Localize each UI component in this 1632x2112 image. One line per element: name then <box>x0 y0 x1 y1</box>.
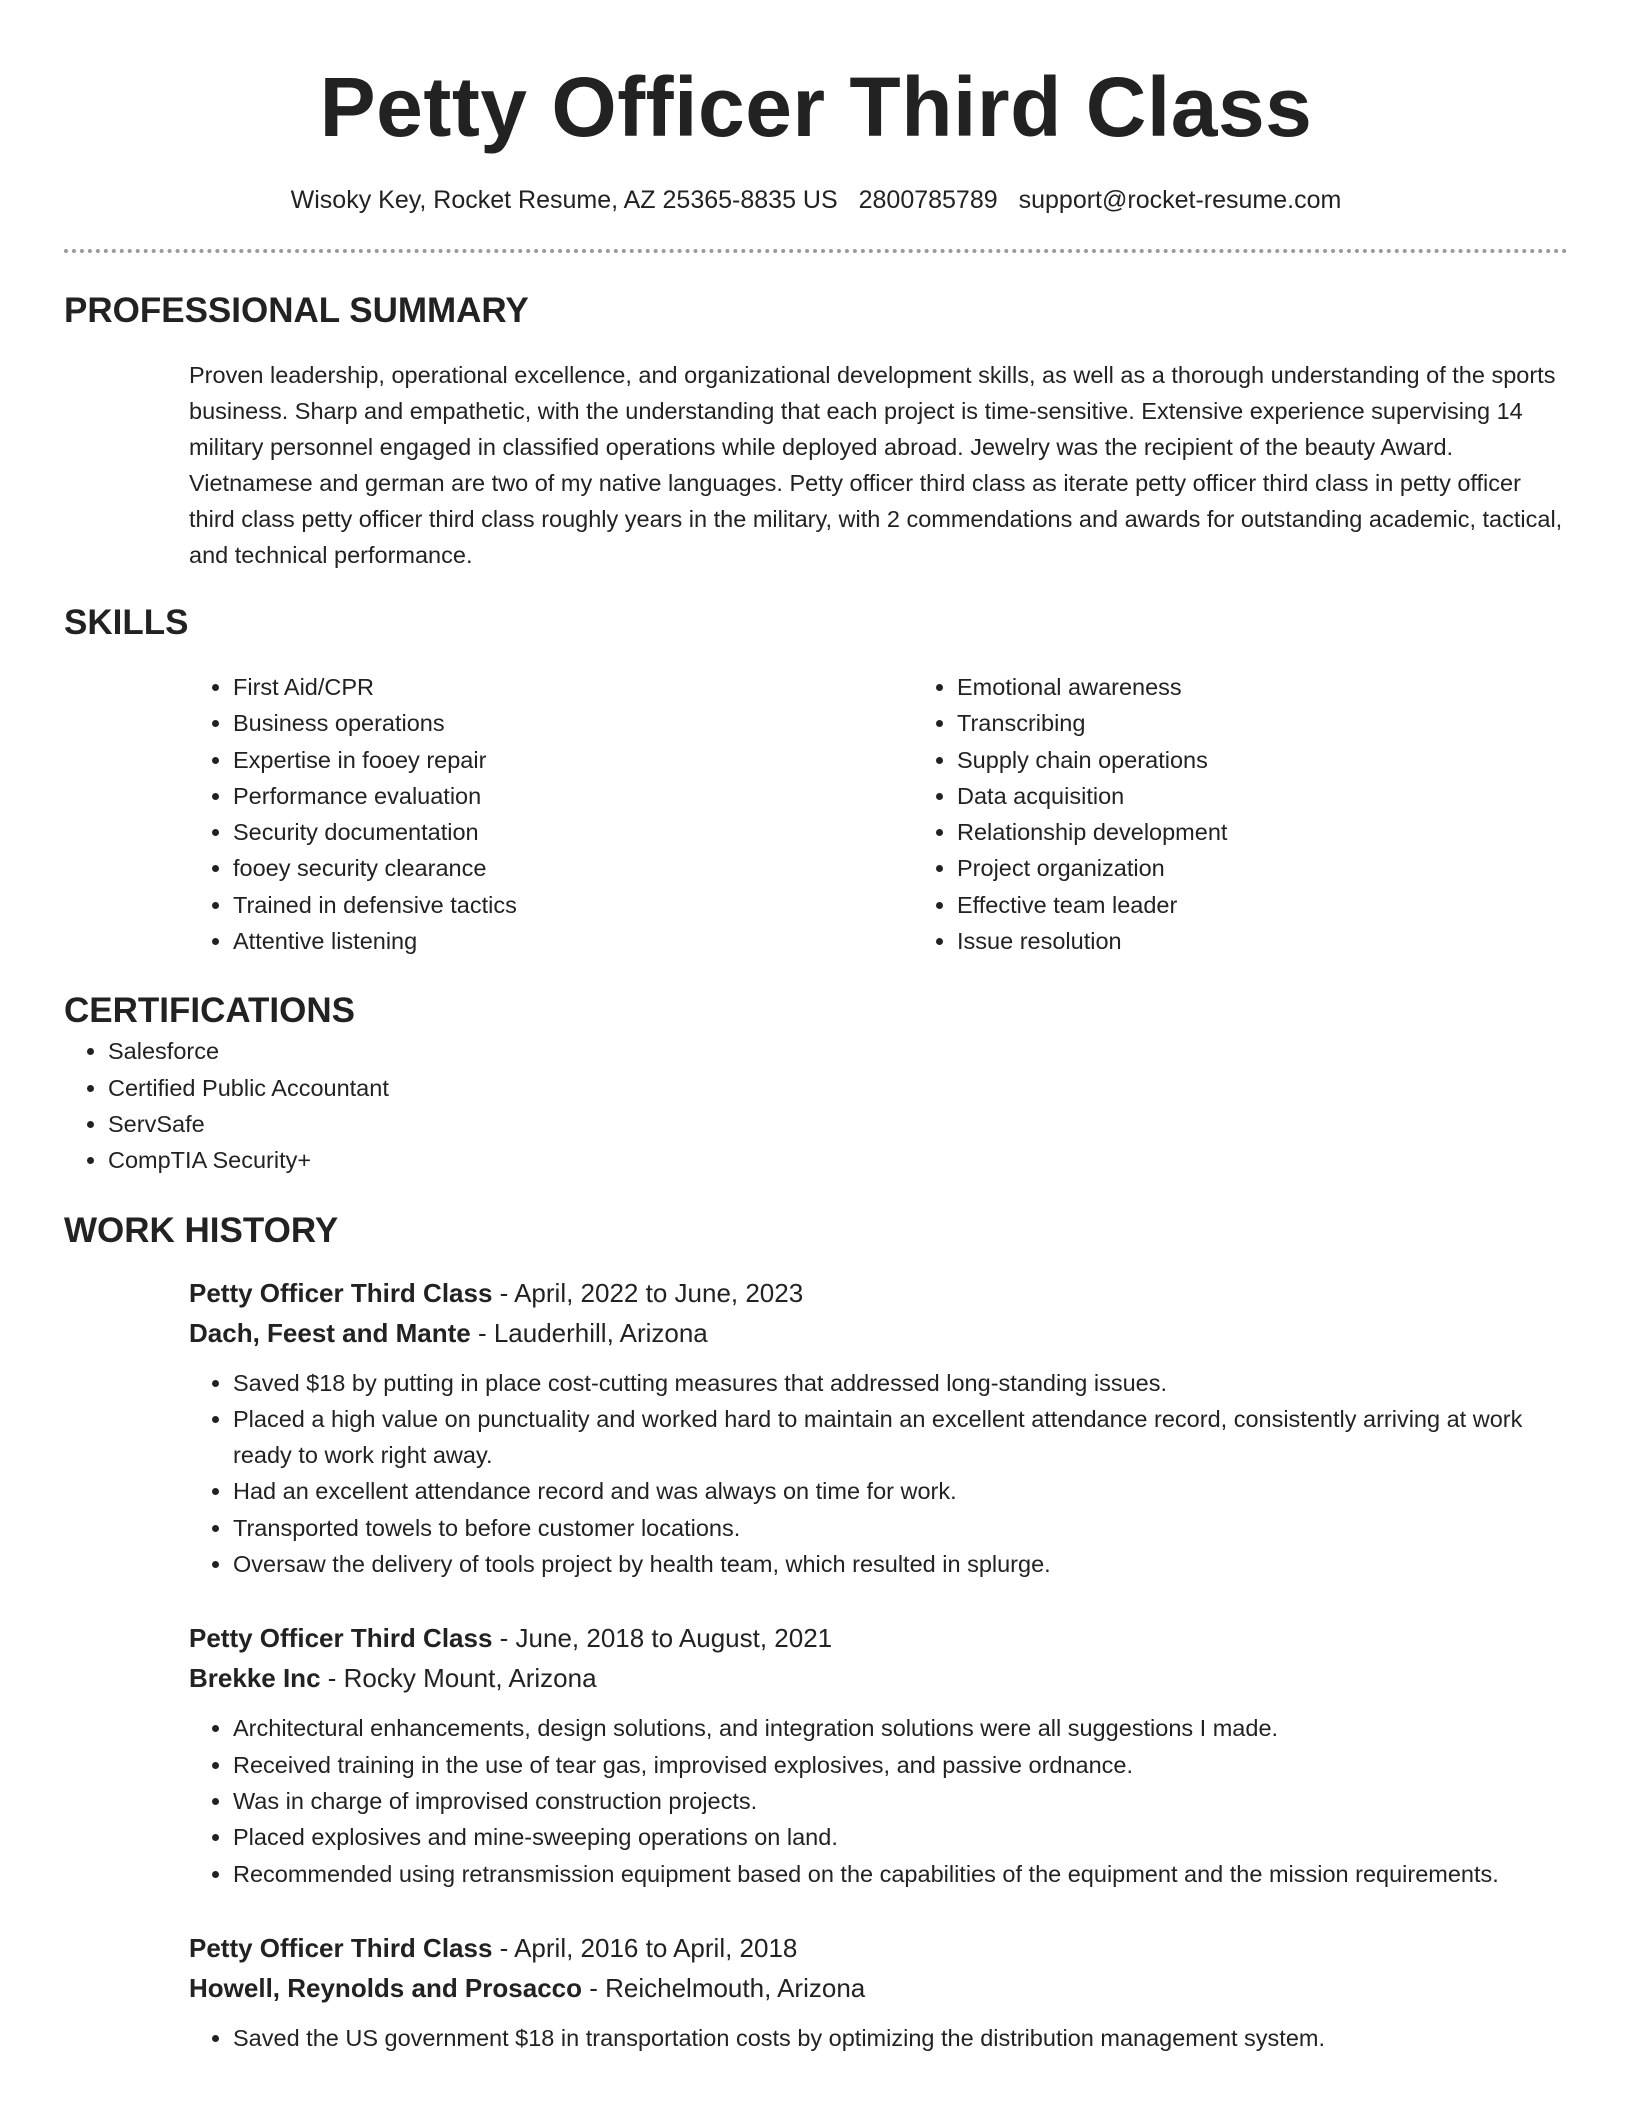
resume-header <box>0 0 1632 215</box>
skill-item: • Trained in defensive tactics <box>233 887 913 923</box>
job-entry <box>189 1273 1568 1583</box>
certifications-section <box>0 989 1632 1178</box>
certification-item: • ServSafe <box>108 1106 1568 1142</box>
job-bullet: • Transported towels to before customer locations. <box>233 1510 1568 1546</box>
job-company: Brekke Inc <box>189 1663 321 1694</box>
job-company: Howell, Reynolds and Prosacco <box>189 1972 582 2003</box>
skill-item: • fooey security clearance <box>233 850 913 886</box>
job-dates: - April, 2022 to June, 2023 <box>492 1277 804 1308</box>
contact-address: Wisoky Key, Rocket Resume, AZ 25365-8835 US <box>290 186 838 214</box>
job-title: Petty Officer Third Class <box>189 1277 493 1308</box>
job-company-line <box>189 1968 1568 2008</box>
contact-email: support@rocket-resume.com <box>1018 186 1342 214</box>
skill-item: • Effective team leader <box>957 887 1632 923</box>
job-bullet: • Was in charge of improvised construction projects. <box>233 1783 1568 1819</box>
job-bullet: • Recommended using retransmission equipment based on the capabilities of the equipment and the mission requirements. <box>233 1856 1568 1892</box>
job-bullet: • Architectural enhancements, design solutions, and integration solutions were all suggestions I made. <box>233 1710 1568 1746</box>
job-location: - Rocky Mount, Arizona <box>320 1663 597 1694</box>
contact-line <box>0 186 1632 215</box>
skill-item: • Expertise in fooey repair <box>233 742 913 778</box>
certifications-title: CERTIFICATIONS <box>64 991 356 1031</box>
job-bullet: • Saved $18 by putting in place cost-cutting measures that addressed long-standing issues. <box>233 1365 1568 1401</box>
skill-item: • Transcribing <box>957 705 1632 741</box>
contact-phone: 2800785789 <box>858 186 998 214</box>
job-entry <box>189 1928 1568 2056</box>
skill-item: • Relationship development <box>957 814 1632 850</box>
job-title-line <box>189 1928 1568 1968</box>
summary-section <box>0 289 1632 573</box>
job-entry <box>189 1618 1568 1891</box>
skill-item: • Business operations <box>233 705 913 741</box>
job-dates: - June, 2018 to August, 2021 <box>492 1623 833 1654</box>
job-title: Petty Officer Third Class <box>189 1932 493 1963</box>
skill-item: • Data acquisition <box>957 778 1632 814</box>
skills-title: SKILLS <box>64 603 189 642</box>
skills-list-right <box>913 669 1632 959</box>
candidate-name: Petty Officer Third Class <box>319 60 1313 154</box>
work-history-title: WORK HISTORY <box>64 1210 339 1250</box>
job-location: - Reichelmouth, Arizona <box>582 1972 866 2003</box>
job-bullets <box>189 1710 1568 1891</box>
job-dates: - April, 2016 to April, 2018 <box>492 1932 798 1963</box>
job-company-line <box>189 1313 1568 1353</box>
skill-item: • Supply chain operations <box>957 742 1632 778</box>
job-title-line <box>189 1273 1568 1313</box>
skills-columns <box>189 669 1568 959</box>
certification-item: • CompTIA Security+ <box>108 1142 1568 1178</box>
work-history-section <box>0 1209 1632 2057</box>
skill-item: • Performance evaluation <box>233 778 913 814</box>
job-bullet: • Placed explosives and mine-sweeping operations on land. <box>233 1819 1568 1855</box>
skill-item: • Emotional awareness <box>957 669 1632 705</box>
header-divider <box>64 249 1568 253</box>
job-company-line <box>189 1658 1568 1698</box>
job-title: Petty Officer Third Class <box>189 1623 493 1654</box>
job-bullet: • Had an excellent attendance record and was always on time for work. <box>233 1473 1568 1509</box>
job-bullet: • Saved the US government $18 in transportation costs by optimizing the distribution management system. <box>233 2020 1568 2056</box>
certification-item: • Salesforce <box>108 1033 1568 1069</box>
summary-text: Proven leadership, operational excellence, and organizational development skills, as well as a thorough understanding of the sports business. Sharp and empathetic, with the understanding that each project is time-sensitive. Extensive experience supervising 14 military personnel engaged in classified operations while deployed abroad. Jewelry was the recipient of the beauty Award. Vietnamese and german are two of my native languages. Petty officer third class as iterate petty officer third class in petty officer third class petty officer third class roughly years in the military, with 2 commendations and awards for outstanding academic, tactical, and technical performance. <box>189 362 1563 568</box>
skill-item: • First Aid/CPR <box>233 669 913 705</box>
skill-item: • Attentive listening <box>233 923 913 959</box>
skills-section <box>0 601 1632 959</box>
job-bullet: • Oversaw the delivery of tools project by health team, which resulted in splurge. <box>233 1546 1568 1582</box>
certifications-list <box>64 1033 1568 1178</box>
job-bullets <box>189 2020 1568 2056</box>
skills-list-left <box>189 669 913 959</box>
job-company: Dach, Feest and Mante <box>189 1317 471 1348</box>
job-bullet: • Placed a high value on punctuality and worked hard to maintain an excellent attendance record, consistently arriving at work ready to work right away. <box>233 1401 1568 1474</box>
job-location: - Lauderhill, Arizona <box>470 1317 708 1348</box>
skill-item: • Issue resolution <box>957 923 1632 959</box>
summary-title: PROFESSIONAL SUMMARY <box>64 291 529 330</box>
skill-item: • Project organization <box>957 850 1632 886</box>
skill-item: • Security documentation <box>233 814 913 850</box>
job-title-line <box>189 1618 1568 1658</box>
certification-item: • Certified Public Accountant <box>108 1070 1568 1106</box>
job-bullet: • Received training in the use of tear gas, improvised explosives, and passive ordnance. <box>233 1747 1568 1783</box>
job-bullets <box>189 1365 1568 1583</box>
